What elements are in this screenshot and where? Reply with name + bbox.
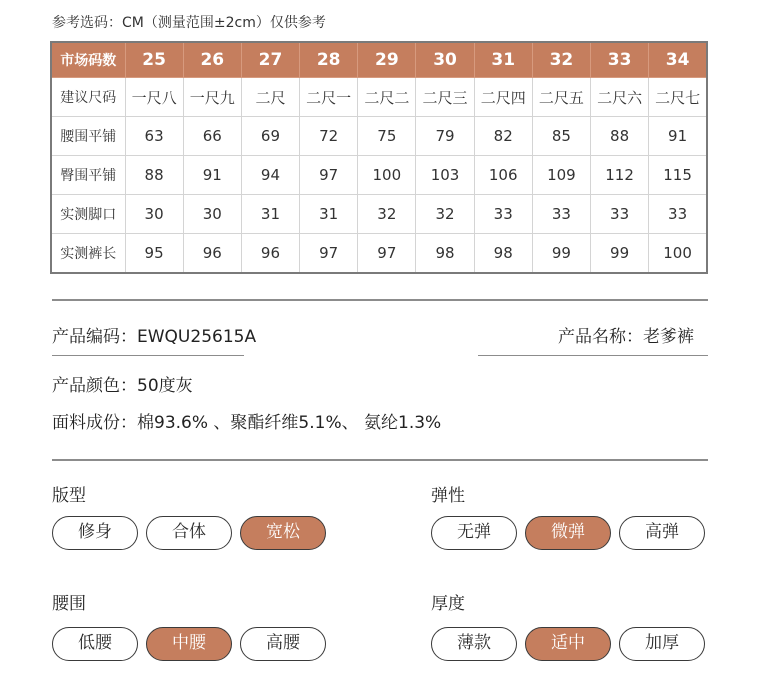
size-cell: 91 <box>183 156 241 195</box>
row-label: 建议尺码 <box>51 78 125 117</box>
size-header-row <box>51 42 707 78</box>
size-cell: 98 <box>416 234 474 274</box>
size-cell: 100 <box>649 234 707 274</box>
size-cell: 88 <box>125 156 183 195</box>
size-header-cell: 30 <box>416 42 474 78</box>
size-cell: 二尺七 <box>649 78 707 117</box>
size-cell: 32 <box>416 195 474 234</box>
size-cell: 112 <box>591 156 649 195</box>
size-cell: 98 <box>474 234 532 274</box>
product-color: 产品颜色：50度灰 <box>52 376 193 396</box>
fit-label: 版型 <box>52 486 86 506</box>
size-header-cell: 28 <box>300 42 358 78</box>
size-cell: 69 <box>241 117 299 156</box>
size-cell: 二尺 <box>241 78 299 117</box>
size-cell: 95 <box>125 234 183 274</box>
size-cell: 99 <box>532 234 590 274</box>
waist-option-low[interactable]: 低腰 <box>52 627 138 661</box>
size-cell: 63 <box>125 117 183 156</box>
size-cell: 82 <box>474 117 532 156</box>
size-table-row <box>51 117 707 156</box>
size-reference-note: 参考选码：CM（测量范围±2cm）仅供参考 <box>52 15 326 31</box>
size-header-cell: 32 <box>532 42 590 78</box>
size-cell: 99 <box>591 234 649 274</box>
waist-option-mid[interactable]: 中腰 <box>146 627 232 661</box>
size-table-row <box>51 78 707 117</box>
size-cell: 94 <box>241 156 299 195</box>
size-cell: 72 <box>300 117 358 156</box>
size-cell: 30 <box>183 195 241 234</box>
size-cell: 二尺三 <box>416 78 474 117</box>
size-chart-table <box>50 41 708 274</box>
size-table-row <box>51 234 707 274</box>
size-cell: 二尺四 <box>474 78 532 117</box>
thickness-option-thick[interactable]: 加厚 <box>619 627 705 661</box>
divider-top <box>52 299 708 301</box>
size-cell: 30 <box>125 195 183 234</box>
size-header-cell: 34 <box>649 42 707 78</box>
size-cell: 二尺二 <box>358 78 416 117</box>
size-cell: 85 <box>532 117 590 156</box>
size-table-row <box>51 195 707 234</box>
elasticity-label: 弹性 <box>431 486 465 506</box>
size-table-body <box>51 78 707 274</box>
waist-option-high[interactable]: 高腰 <box>240 627 326 661</box>
size-cell: 88 <box>591 117 649 156</box>
fit-option-regular[interactable]: 合体 <box>146 516 232 550</box>
thickness-option-medium[interactable]: 适中 <box>525 627 611 661</box>
elasticity-option-high[interactable]: 高弹 <box>619 516 705 550</box>
size-cell: 二尺六 <box>591 78 649 117</box>
fit-option-loose[interactable]: 宽松 <box>240 516 326 550</box>
size-table-row <box>51 156 707 195</box>
row-label: 臀围平铺 <box>51 156 125 195</box>
size-cell: 33 <box>591 195 649 234</box>
size-header-cell: 27 <box>241 42 299 78</box>
size-cell: 79 <box>416 117 474 156</box>
size-cell: 97 <box>300 234 358 274</box>
row-label: 实测裤长 <box>51 234 125 274</box>
size-header-cell: 31 <box>474 42 532 78</box>
size-cell: 97 <box>358 234 416 274</box>
size-cell: 96 <box>183 234 241 274</box>
size-cell: 33 <box>649 195 707 234</box>
size-cell: 二尺五 <box>532 78 590 117</box>
thickness-option-thin[interactable]: 薄款 <box>431 627 517 661</box>
elasticity-option-none[interactable]: 无弹 <box>431 516 517 550</box>
row-label: 腰围平铺 <box>51 117 125 156</box>
size-cell: 100 <box>358 156 416 195</box>
size-cell: 103 <box>416 156 474 195</box>
row-label: 实测脚口 <box>51 195 125 234</box>
size-header-cell: 29 <box>358 42 416 78</box>
size-cell: 二尺一 <box>300 78 358 117</box>
waist-label: 腰围 <box>52 594 86 614</box>
size-cell: 66 <box>183 117 241 156</box>
size-cell: 109 <box>532 156 590 195</box>
size-cell: 31 <box>300 195 358 234</box>
size-cell: 33 <box>474 195 532 234</box>
size-cell: 115 <box>649 156 707 195</box>
product-name-underline <box>478 355 708 356</box>
size-cell: 32 <box>358 195 416 234</box>
size-cell: 97 <box>300 156 358 195</box>
divider-bottom <box>52 459 708 461</box>
size-header-label: 市场码数 <box>51 42 125 78</box>
elasticity-option-slight[interactable]: 微弹 <box>525 516 611 550</box>
product-code: 产品编码：EWQU25615A <box>52 327 257 347</box>
size-cell: 106 <box>474 156 532 195</box>
product-name: 产品名称：老爹裤 <box>558 327 694 347</box>
size-header-cell: 33 <box>591 42 649 78</box>
product-fabric: 面料成份：棉93.6% 、聚酯纤维5.1%、 氨纶1.3% <box>52 413 442 433</box>
size-cell: 一尺八 <box>125 78 183 117</box>
size-cell: 一尺九 <box>183 78 241 117</box>
size-cell: 75 <box>358 117 416 156</box>
size-header-cell: 26 <box>183 42 241 78</box>
size-cell: 31 <box>241 195 299 234</box>
size-cell: 33 <box>532 195 590 234</box>
size-cell: 91 <box>649 117 707 156</box>
product-code-underline <box>52 355 244 356</box>
size-cell: 96 <box>241 234 299 274</box>
fit-option-slim[interactable]: 修身 <box>52 516 138 550</box>
size-header-cell: 25 <box>125 42 183 78</box>
thickness-label: 厚度 <box>431 594 465 614</box>
